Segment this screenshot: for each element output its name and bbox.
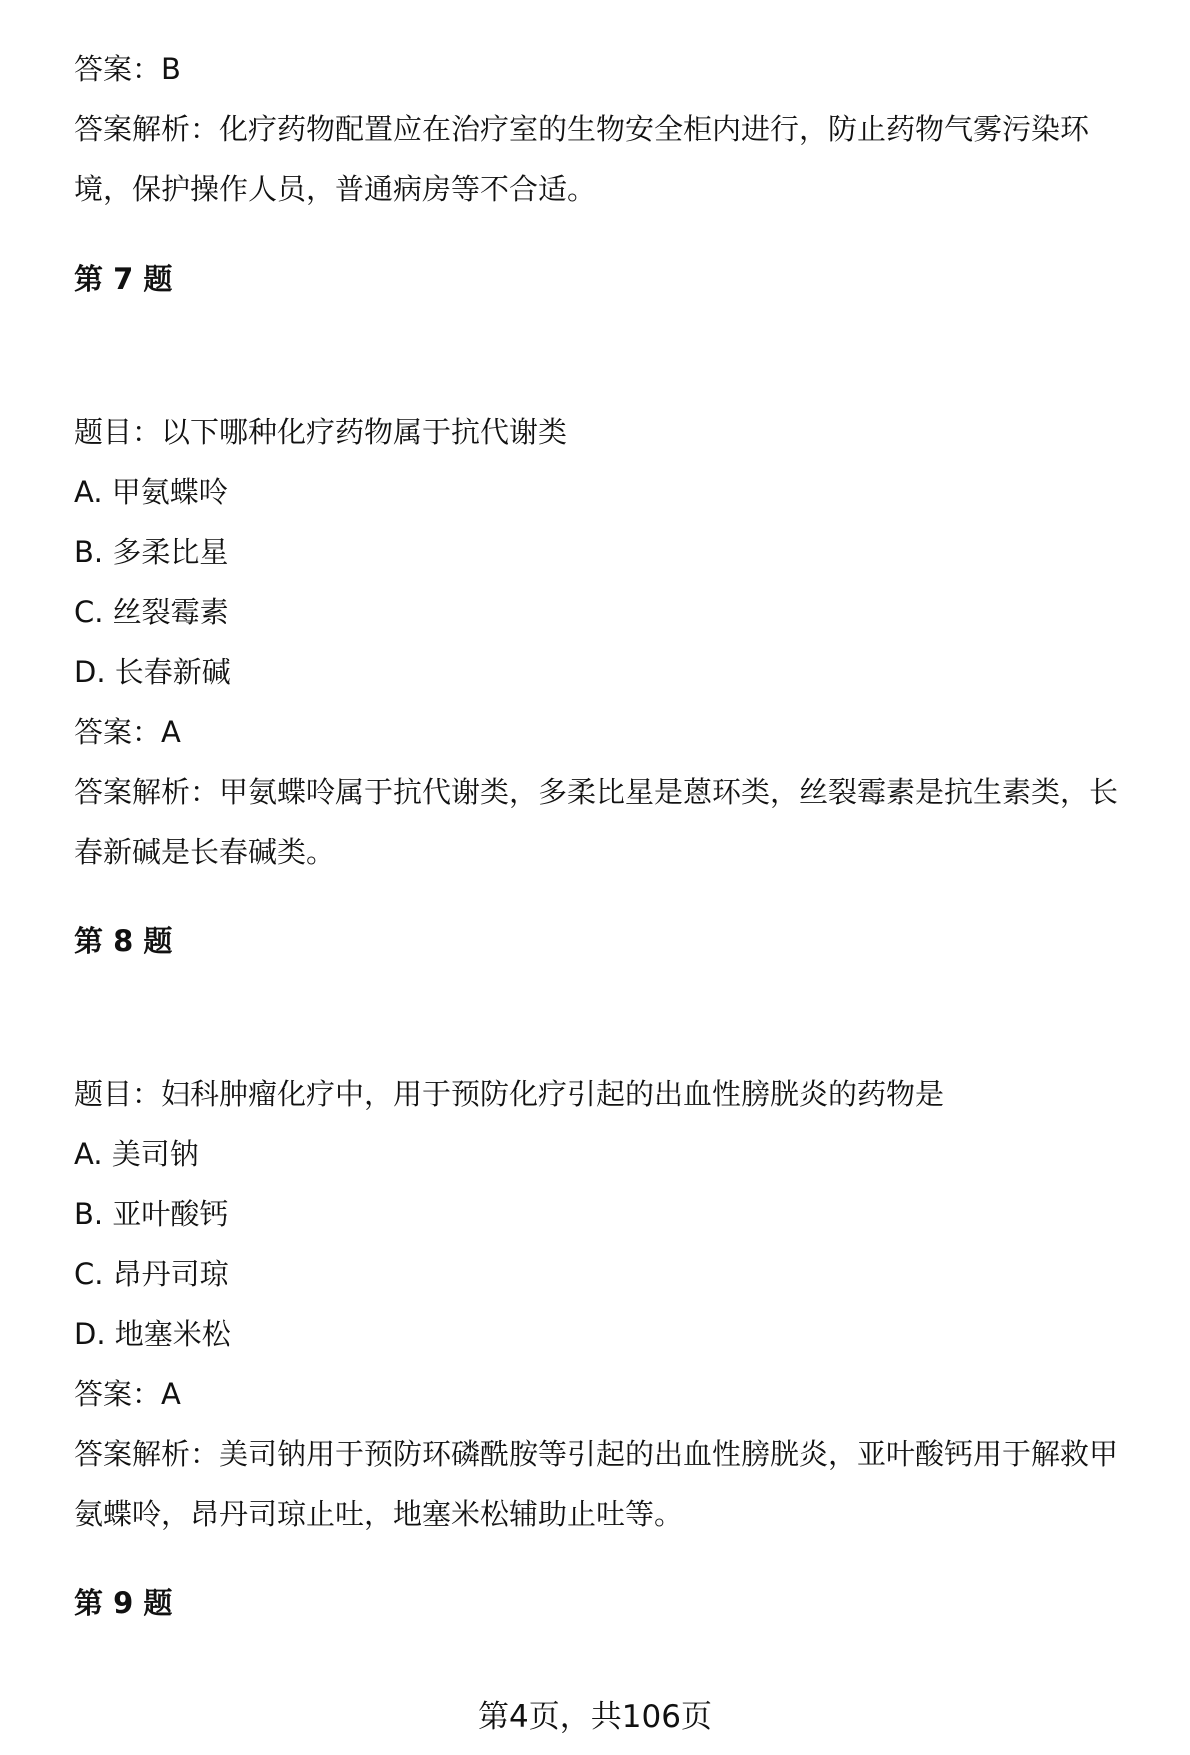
question-8-answer: 答案：A: [74, 1377, 181, 1411]
question-8-text: 题目：妇科肿瘤化疗中，用于预防化疗引起的出血性膀胱炎的药物是: [74, 1077, 945, 1111]
question-8-option-d: D. 地塞米松: [74, 1317, 231, 1351]
question-8-analysis-line-1: 答案解析：美司钠用于预防环磷酰胺等引起的出血性膀胱炎，亚叶酸钙用于解救甲: [74, 1437, 1119, 1471]
question-7-analysis-line-2: 春新碱是长春碱类。: [74, 835, 336, 869]
prev-analysis-line-2: 境，保护操作人员，普通病房等不合适。: [74, 172, 597, 206]
question-7-heading: 第 7 题: [74, 262, 173, 296]
question-8-option-c: C. 昂丹司琼: [74, 1257, 229, 1291]
question-8-analysis-line-2: 氨蝶呤，昂丹司琼止吐，地塞米松辅助止吐等。: [74, 1497, 684, 1531]
question-7-analysis-line-1: 答案解析：甲氨蝶呤属于抗代谢类，多柔比星是蒽环类，丝裂霉素是抗生素类，长: [74, 775, 1119, 809]
question-9-heading: 第 9 题: [74, 1586, 173, 1620]
question-7-answer: 答案：A: [74, 715, 181, 749]
question-7-option-a: A. 甲氨蝶呤: [74, 475, 228, 509]
question-8-option-b: B. 亚叶酸钙: [74, 1197, 229, 1231]
prev-analysis-line-1: 答案解析：化疗药物配置应在治疗室的生物安全柜内进行，防止药物气雾污染环: [74, 112, 1090, 146]
question-8-option-a: A. 美司钠: [74, 1137, 199, 1171]
page-number: 第4页，共106页: [478, 1699, 712, 1735]
prev-answer: 答案：B: [74, 52, 181, 86]
question-7-option-d: D. 长春新碱: [74, 655, 231, 689]
question-7-text: 题目：以下哪种化疗药物属于抗代谢类: [74, 415, 568, 449]
question-8-heading: 第 8 题: [74, 924, 173, 958]
question-7-option-c: C. 丝裂霉素: [74, 595, 229, 629]
question-7-option-b: B. 多柔比星: [74, 535, 229, 569]
